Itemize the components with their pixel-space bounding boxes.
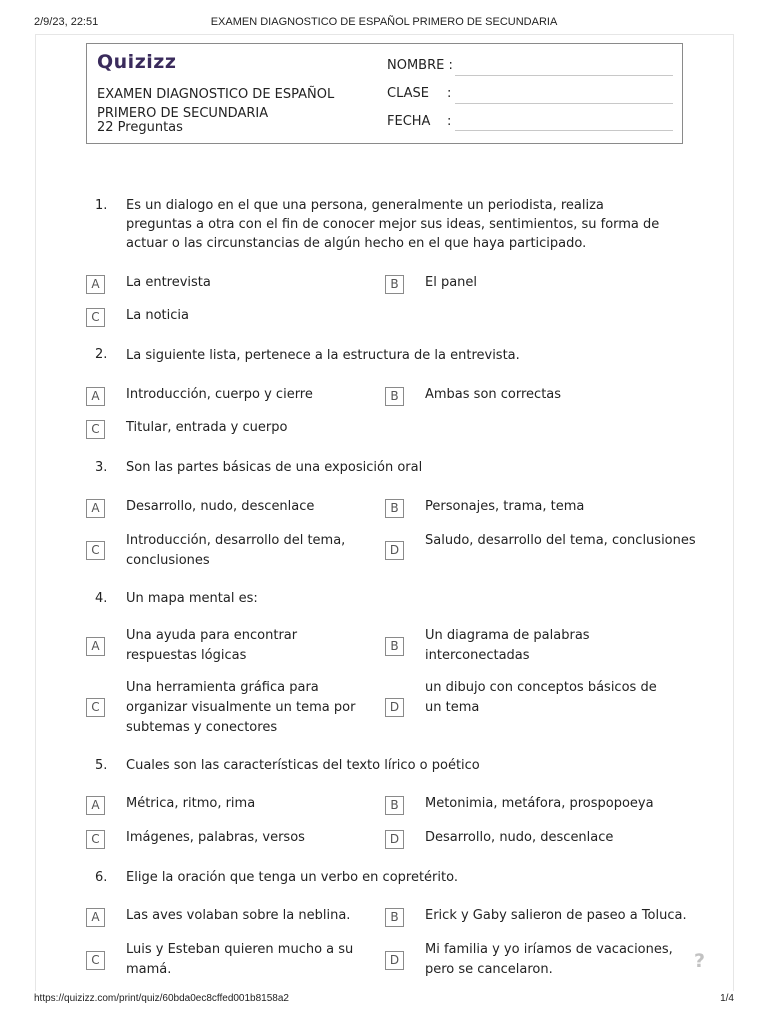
print-url: https://quizizz.com/print/quiz/60bda0ec8cffed001b8158a2 — [34, 993, 289, 1004]
option-text[interactable]: Introducción, cuerpo y cierre — [126, 387, 313, 402]
clase-colon: : — [447, 86, 452, 101]
question-number: 4. — [95, 591, 108, 606]
option-letter-box[interactable]: B — [385, 275, 404, 294]
option-text[interactable]: Ambas son correctas — [425, 387, 562, 402]
question-number: 2. — [95, 347, 108, 362]
option-text[interactable]: Mi familia y yo iríamos de vacaciones, pero se cancelaron. — [425, 942, 673, 977]
option-letter-box[interactable]: C — [86, 541, 105, 560]
option-text[interactable]: La entrevista — [126, 275, 211, 290]
question-number: 5. — [95, 758, 108, 773]
fecha-colon: : — [447, 114, 452, 129]
question-text: Cuales son las características del texto lírico o poético — [126, 758, 480, 773]
option-text[interactable]: Una herramienta gráfica para organizar visualmente un tema por subtemas y conectores — [126, 680, 356, 735]
print-footer — [34, 993, 734, 1007]
nombre-label: NOMBRE : — [387, 58, 453, 73]
option-text[interactable]: Titular, entrada y cuerpo — [126, 420, 288, 435]
option-text[interactable]: Saludo, desarrollo del tema, conclusiones — [425, 533, 696, 548]
page-number: 1/4 — [720, 993, 734, 1004]
option-text[interactable]: Las aves volaban sobre la neblina. — [126, 908, 351, 923]
option-text[interactable]: Desarrollo, nudo, descenlace — [425, 830, 614, 845]
question-text: Es un dialogo en el que una persona, generalmente un periodista, realiza preguntas a otra con el fin de conocer mejor sus ideas, sentimientos, su forma de actuar o las circunstancias de algún hecho en el que haya participado. — [126, 198, 660, 251]
option-text[interactable]: Métrica, ritmo, rima — [126, 796, 256, 811]
option-letter-box[interactable]: C — [86, 951, 105, 970]
option-text[interactable]: Introducción, desarrollo del tema, conclusiones — [126, 533, 346, 568]
question-text: La siguiente lista, pertenece a la estructura de la entrevista. — [126, 348, 520, 363]
option-letter-box[interactable]: A — [86, 387, 105, 406]
option-text[interactable]: Desarrollo, nudo, descenlace — [126, 499, 315, 514]
fecha-field[interactable] — [455, 130, 673, 131]
option-letter-box[interactable]: A — [86, 275, 105, 294]
option-letter-box[interactable]: D — [385, 951, 404, 970]
option-letter-box[interactable]: C — [86, 698, 105, 717]
option-letter-box[interactable]: B — [385, 387, 404, 406]
help-icon[interactable]: ? — [694, 950, 706, 972]
option-letter-box[interactable]: C — [86, 420, 105, 439]
print-title: EXAMEN DIAGNOSTICO DE ESPAÑOL PRIMERO DE SECUNDARIA — [210, 16, 558, 28]
option-text[interactable]: un dibujo con conceptos básicos de un tema — [425, 680, 657, 715]
option-letter-box[interactable]: A — [86, 908, 105, 927]
quiz-header-box — [86, 43, 683, 144]
option-letter-box[interactable]: A — [86, 796, 105, 815]
option-text[interactable]: Luis y Esteban quieren mucho a su mamá. — [126, 942, 354, 977]
question-number: 6. — [95, 870, 108, 885]
clase-label: CLASE — [387, 86, 429, 101]
clase-field[interactable] — [455, 103, 673, 104]
option-text[interactable]: El panel — [425, 275, 478, 290]
option-letter-box[interactable]: C — [86, 308, 105, 327]
option-text[interactable]: Erick y Gaby salieron de paseo a Toluca. — [425, 908, 687, 923]
option-text[interactable]: Imágenes, palabras, versos — [126, 830, 305, 845]
option-text[interactable]: Personajes, trama, tema — [425, 499, 585, 514]
fecha-label: FECHA — [387, 114, 431, 129]
option-letter-box[interactable]: B — [385, 499, 404, 518]
exam-title-line2: PRIMERO DE SECUNDARIA — [97, 106, 269, 121]
question-number: 1. — [95, 198, 108, 213]
exam-title — [97, 85, 367, 123]
question-text: Un mapa mental es: — [126, 591, 258, 606]
option-letter-box[interactable]: B — [385, 637, 404, 656]
option-letter-box[interactable]: A — [86, 637, 105, 656]
option-text[interactable]: Un diagrama de palabras interconectadas — [425, 628, 590, 663]
question-text: Elige la oración que tenga un verbo en copretérito. — [126, 870, 458, 885]
question-count: 22 Preguntas — [97, 120, 183, 135]
quizizz-logo: Quizizz — [97, 51, 177, 73]
nombre-field[interactable] — [455, 75, 673, 76]
option-letter-box[interactable]: B — [385, 908, 404, 927]
option-text[interactable]: Metonimia, metáfora, prospopoeya — [425, 796, 654, 811]
exam-title-line1: EXAMEN DIAGNOSTICO DE ESPAÑOL — [97, 87, 335, 102]
option-text[interactable]: La noticia — [126, 308, 189, 323]
print-date: 2/9/23, 22:51 — [34, 16, 99, 28]
option-letter-box[interactable]: D — [385, 698, 404, 717]
option-text[interactable]: Una ayuda para encontrar respuestas lógicas — [126, 628, 298, 663]
option-letter-box[interactable]: C — [86, 830, 105, 849]
option-letter-box[interactable]: D — [385, 541, 404, 560]
print-header — [34, 16, 734, 30]
option-letter-box[interactable]: B — [385, 796, 404, 815]
option-letter-box[interactable]: A — [86, 499, 105, 518]
question-number: 3. — [95, 460, 108, 475]
option-letter-box[interactable]: D — [385, 830, 404, 849]
question-text: Son las partes básicas de una exposición oral — [126, 460, 423, 475]
